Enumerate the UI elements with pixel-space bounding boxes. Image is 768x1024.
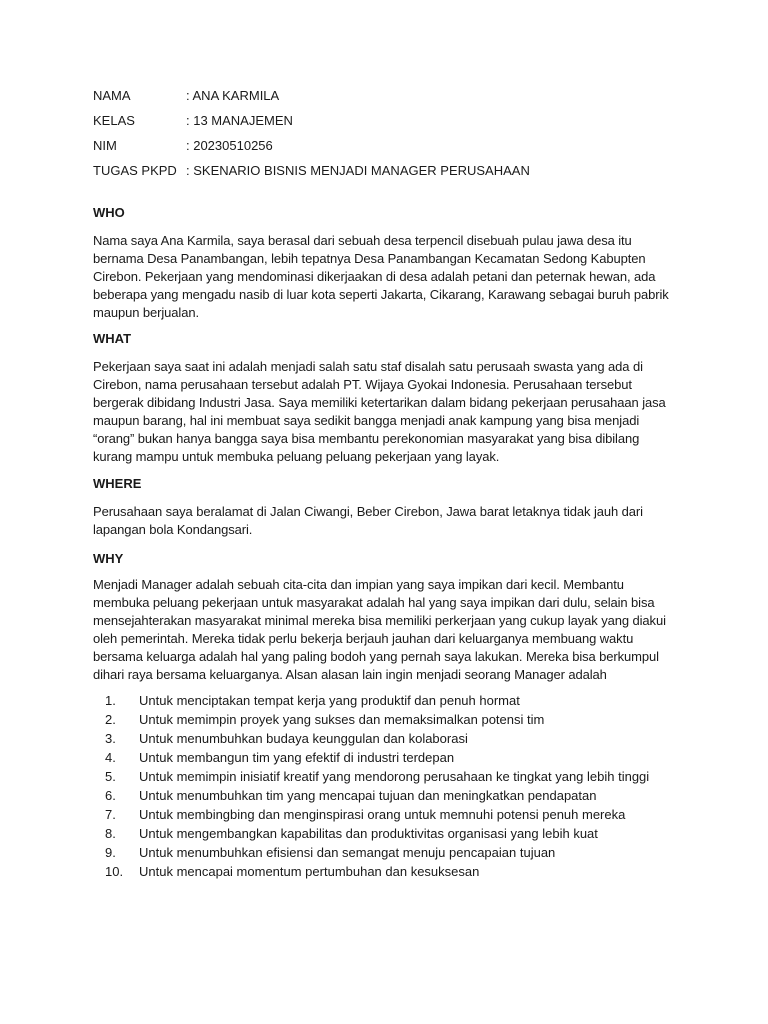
reasons-list xyxy=(93,692,649,882)
list-number: 5. xyxy=(105,769,116,784)
info-key: TUGAS PKPD xyxy=(93,163,177,178)
paragraph-line: Cirebon, nama perusahaan tersebut adalah PT. Wijaya Gyokai Indonesia. Perusahaan tersebut xyxy=(93,377,632,392)
paragraph-line: lapangan bola Kondangsari. xyxy=(93,522,253,537)
info-row-nama xyxy=(93,87,530,112)
paragraph-line: bersama keluarga adalah hal yang paling bodoh yang pernah saya lakukan. Mereka bisa berkumpul xyxy=(93,649,659,664)
paragraph xyxy=(93,503,683,539)
info-key: NAMA xyxy=(93,88,131,103)
list-item xyxy=(93,711,649,730)
paragraph-line: bernama Desa Panambangan, lebih tepatnya Desa Panambangan Kecamatan Sedong Kabupten xyxy=(93,251,646,266)
paragraph-line: Nama saya Ana Karmila, saya berasal dari sebuah desa terpencil disebuah pulau jawa desa itu xyxy=(93,233,632,248)
paragraph-line: Perusahaan saya beralamat di Jalan Ciwangi, Beber Cirebon, Jawa barat letaknya tidak jauh dari xyxy=(93,504,643,519)
list-text: Untuk menumbuhkan tim yang mencapai tujuan dan meningkatkan pendapatan xyxy=(139,788,597,803)
info-key: NIM xyxy=(93,138,117,153)
list-number: 6. xyxy=(105,788,116,803)
list-item xyxy=(93,768,649,787)
section-where xyxy=(93,475,683,493)
paragraph xyxy=(93,358,683,466)
paragraph-line: maupun barang, hal ini membuat saya sedikit bangga menjadi anak kampung yang bisa menjadi xyxy=(93,413,640,428)
paragraph-line: kurang mampu untuk membuka peluang peluang pekerjaan yang layak. xyxy=(93,449,500,464)
list-text: Untuk memimpin proyek yang sukses dan memaksimalkan potensi tim xyxy=(139,712,545,727)
info-value: : 13 MANAJEMEN xyxy=(186,113,293,128)
list-text: Untuk menumbuhkan budaya keunggulan dan kolaborasi xyxy=(139,731,468,746)
list-number: 2. xyxy=(105,712,116,727)
list-item xyxy=(93,749,649,768)
info-value: : SKENARIO BISNIS MENJADI MANAGER PERUSAHAAN xyxy=(186,163,530,178)
info-row-kelas xyxy=(93,112,530,137)
list-text: Untuk mencapai momentum pertumbuhan dan kesuksesan xyxy=(139,864,480,879)
section-heading: WHY xyxy=(93,551,124,566)
list-number: 8. xyxy=(105,826,116,841)
info-value: : ANA KARMILA xyxy=(186,88,280,103)
list-number: 4. xyxy=(105,750,116,765)
list-number: 9. xyxy=(105,845,116,860)
list-text: Untuk menumbuhkan efisiensi dan semangat menuju pencapaian tujuan xyxy=(139,845,556,860)
list-item xyxy=(93,806,649,825)
list-number: 10. xyxy=(105,864,124,879)
paragraph-line: Pekerjaan saya saat ini adalah menjadi salah satu staf disalah satu perusaah swasta yang ada di xyxy=(93,359,643,374)
list-text: Untuk menciptakan tempat kerja yang produktif dan penuh hormat xyxy=(139,693,520,708)
paragraph-line: dihari raya bersama keluarganya. Alsan alasan lain ingin menjadi seorang Manager adalah xyxy=(93,667,607,682)
paragraph xyxy=(93,576,683,684)
info-row-nim xyxy=(93,137,530,162)
section-who xyxy=(93,204,683,222)
section-heading: WHERE xyxy=(93,476,142,491)
section-what xyxy=(93,330,683,348)
section-why-body xyxy=(93,576,683,684)
section-where-body xyxy=(93,503,683,539)
list-item xyxy=(93,844,649,863)
list-number: 1. xyxy=(105,693,116,708)
list-number: 3. xyxy=(105,731,116,746)
list-number: 7. xyxy=(105,807,116,822)
section-who-body xyxy=(93,232,683,322)
info-value: : 20230510256 xyxy=(186,138,273,153)
paragraph-line: “orang” bukan hanya bangga saya bisa membantu perekonomian masyarakat yang bisa dibilang xyxy=(93,431,640,446)
paragraph-line: mensejahterakan masyarakat minimal mereka bisa memiliki perkerjaan yang cukup layak yang diakui xyxy=(93,613,666,628)
paragraph-line: oleh pemerintah. Mereka tidak perlu bekerja berjauh jauhan dari keluarganya membuang waktu xyxy=(93,631,634,646)
list-text: Untuk membangun tim yang efektif di industri terdepan xyxy=(139,750,455,765)
list-item xyxy=(93,787,649,806)
paragraph-line: maupun berjualan. xyxy=(93,305,199,320)
paragraph-line: Cirebon. Pekerjaan yang mendominasi dikerjaakan di desa adalah petani dan peternak hewan, ada xyxy=(93,269,656,284)
list-item xyxy=(93,863,649,882)
list-text: Untuk mengembangkan kapabilitas dan produktivitas organisasi yang lebih kuat xyxy=(139,826,598,841)
paragraph-line: Menjadi Manager adalah sebuah cita-cita dan impian yang saya impikan dari kecil. Membantu xyxy=(93,577,624,592)
list-text: Untuk memimpin inisiatif kreatif yang mendorong perusahaan ke tingkat yang lebih tinggi xyxy=(139,769,650,784)
list-text: Untuk membingbing dan menginspirasi orang untuk memnuhi potensi penuh mereka xyxy=(139,807,626,822)
info-key: KELAS xyxy=(93,113,135,128)
section-what-body xyxy=(93,358,683,466)
paragraph-line: beberapa yang mengadu nasib di luar kota seperti Jakarta, Cikarang, Karawang sebagai buruh pabrik xyxy=(93,287,669,302)
paragraph xyxy=(93,232,683,322)
section-why xyxy=(93,550,683,568)
section-heading: WHAT xyxy=(93,331,132,346)
paragraph-line: bergerak dibidang Industri Jasa. Saya memiliki ketertarikan dalam bidang pekerjaan perusahaan jasa xyxy=(93,395,666,410)
info-row-tugas xyxy=(93,162,530,187)
list-item xyxy=(93,825,649,844)
list-item xyxy=(93,692,649,711)
list-item xyxy=(93,730,649,749)
paragraph-line: membuka peluang pekerjaan untuk masyarakat adalah hal yang saya impikan dari dulu, selain bisa xyxy=(93,595,655,610)
section-heading: WHO xyxy=(93,205,125,220)
student-info-block xyxy=(93,87,530,187)
